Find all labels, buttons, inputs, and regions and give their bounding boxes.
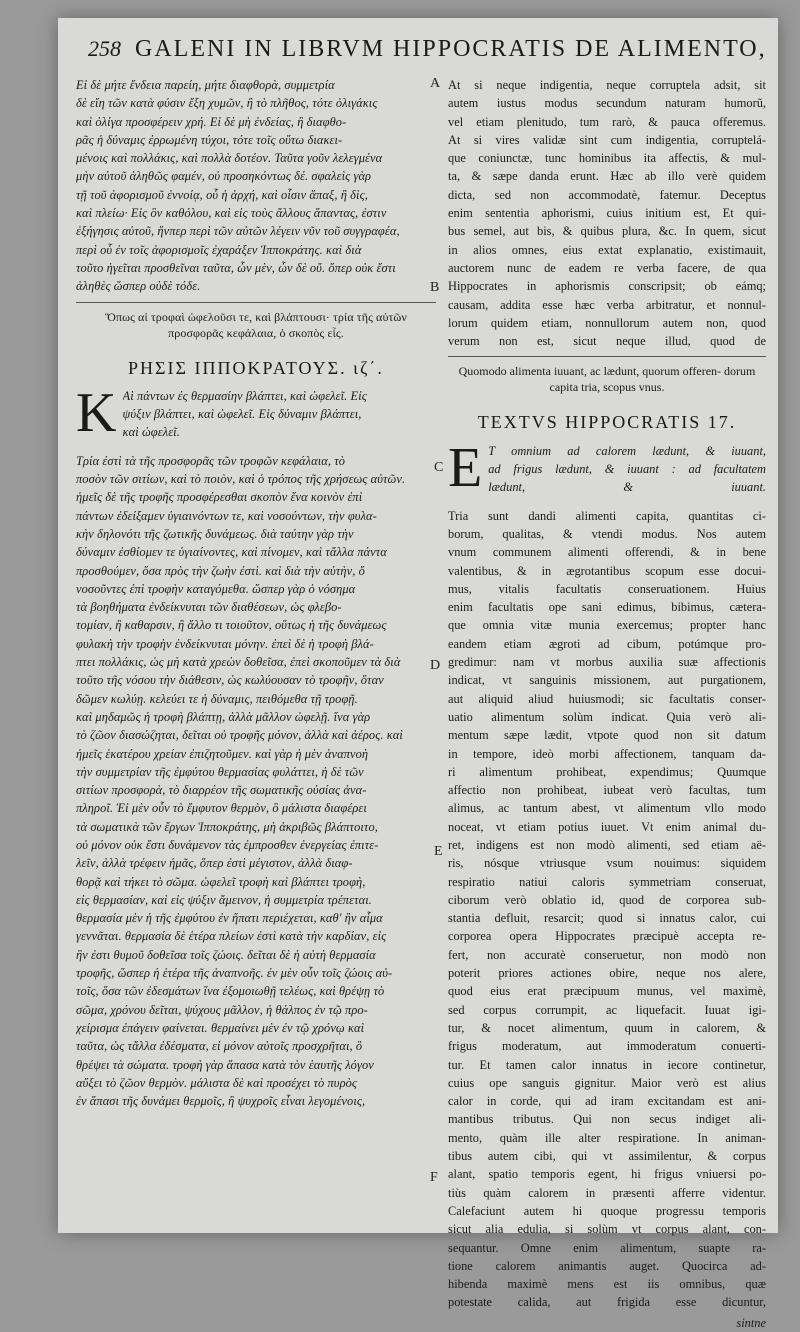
text-line: gredimur: nam vt morbus auxilia suæ affectionis (448, 655, 766, 670)
text-line: cuius ope sanguis gignitur. Maior verò est alius (448, 1075, 766, 1090)
text-line: θρέψει τὰ σώματα. τροφὴ γὰρ ἅπασα κατὰ τὸν ἑαυτῆς λόγον (76, 1057, 374, 1072)
latin-body (448, 507, 766, 1312)
text-line: καὶ ὀλίγα προσφέρειν χρή. Εἰ δὲ μὴ ἐνδείας, ἢ διαφθο- (76, 114, 347, 129)
text-line: ποσὸν τῶν σιτίων, καὶ τὸ ποιὸν, καὶ ὁ τρόπος τῆς χρήσεως αὐτῶν. (76, 472, 406, 487)
text-line: καὶ πλείω· Εἰς ὃν καθόλου, καὶ εἰς τοὺς ἄλλους ἅπαντας, ἐστιν (76, 206, 387, 221)
text-line: que coniunctæ, tunc hominibus ita affectis, & mul- (448, 151, 766, 166)
greek-caption: Ὅπως αἱ τροφαὶ ὠφελοῦσι τε, καὶ βλάπτουσι· τρία τῆς αὐτῶν προσφορᾶς κεφάλαια, ὁ σκοπὸς εἷς. (76, 302, 436, 347)
text-line: mus, vitalis facultatis conseruationem. Huius (448, 581, 766, 596)
text-line: ta, & sæpe danda erunt. Hæc ab illo verè quidem (448, 169, 766, 184)
text-line: calor in corde, qui ad iram excitandam est ani- (448, 1094, 766, 1109)
text-line: μένοις καὶ πολλάκις, καὶ πολλὰ δοτέον. Ταῦτα γοῦν λελεγμένα (76, 151, 383, 166)
greek-column (76, 76, 436, 1110)
text-line: τῇ τοῦ ἀφορισμοῦ ἐννοίᾳ, οὗ ἡ ἀρχή, καὶ οἷσιν ἅπαξ, ἢ δὶς, (76, 187, 368, 202)
margin-letter-a: A (430, 76, 441, 91)
text-line: ἀληθὲς ὥσπερ οὐδὲ τόδε. (76, 279, 201, 294)
text-line: corporea opera Hippocrates præcipuè accepta re- (448, 929, 766, 944)
text-line: tur, & nocet alimentum, quum in calorem, & (448, 1020, 766, 1035)
latin-top-paragraph (448, 76, 766, 350)
margin-letter-b: B (430, 280, 440, 295)
text-line: autem iustus modus secundum naturam humorũ, (448, 96, 766, 111)
text-line: ταῦτα, ὡς τἄλλα ἐδέσματα, εἰ μόνον αὐτοῖς προσχρῆται, ὃ (76, 1039, 363, 1054)
text-line: verum non est, sicut neque illud, quod de (448, 334, 766, 349)
text-line: vel etiam plenitudo, tum rarò, & pauca offeremus. (448, 114, 766, 129)
text-line: δύναμιν ἐσθίομεν τε ὑγιαίνοντες, καὶ πίνομεν, καὶ τἄλλα πάντα (76, 545, 387, 560)
greek-top-paragraph (76, 76, 436, 296)
page-title: GALENI IN LIBRVM HIPPOCRATIS DE ALIMENTO, (135, 36, 767, 62)
text-line: περὶ οὗ ἐν τοῖς ἀφορισμοῖς ἐχαράξεν Ἱπποκράτης. καὶ διὰ (76, 242, 362, 257)
text-line: lædunt, & iuuant. (488, 480, 766, 495)
text-line: At si vires validæ sint cum indigentia, corruptelá- (448, 132, 766, 147)
text-line: stantia defluit, resarcit; quod si innatus calor, cui (448, 911, 766, 926)
text-line: κὴν δηλονότι τῆς ζωτικῆς δυνάμεως. διὰ ταύτην γὰρ τὴν (76, 526, 354, 541)
text-line: σιτίων προσφορὰ, τὸ διαρρέον τῆς σωματικῆς οὐσίας ἀνα- (76, 783, 367, 798)
text-line: mento, quàm ille alter respiratione. In animan- (448, 1130, 766, 1145)
page-number: 258 (88, 36, 121, 61)
margin-letter-e: E (434, 844, 443, 859)
text-line: alant, spatio temporis egent, hi frigus vniuersi po- (448, 1167, 766, 1182)
text-line: ἡμεῖς δὲ τῆς τροφῆς προσφέρεσθαι σκοπὸν ἕνα κοινὸν ἐπὶ (76, 490, 363, 505)
text-line: fert, non accuratè conseruetur, non modò non (448, 947, 766, 962)
text-line: lorum quidem etiam, nonnullorum autem non, quod (448, 315, 766, 330)
text-line: δὲ εἴη τῶν κατὰ φύσιν ἔξη χυμῶν, ἢ τὸ πλῆθος, τότε ὀλιγάκις (76, 96, 378, 111)
text-line: aut aliquid aliud huiusmodi; sic facultatis conser- (448, 691, 766, 706)
greek-heading: ΡΗΣΙΣ ΙΠΠΟΚΡΑΤΟΥΣ. ιζ΄. (128, 357, 384, 378)
text-line: ἐν ἅπασι τῆς δυνάμει θερμοῖς, ἢ ψυχροῖς εἶναι λεγομένοις, (76, 1094, 366, 1109)
text-line: τὰ βοηθήματα ἐνδείκνυται τῶν διαθέσεων, ὡς φλεβο- (76, 600, 342, 615)
text-line: νοσοῦντες ἐπὶ τροφὴν καταγόμεθα. ὥσπερ γὰρ ὁ νόσημα (76, 581, 356, 596)
text-line: ἣν ἐστι θυμοῦ δοθεῖσα τοῖς ζώοις. δεῖται δὲ ἡ αὐτὴ θερμασία (76, 947, 376, 962)
text-line: γεννᾶται. θερμασία δὲ ἑτέρα πλείων ἐστὶ κατὰ τὴν καρδίαν, εἰς (76, 929, 387, 944)
text-line: in tempore, ideò morbi affectionem, tanquam da- (448, 746, 766, 761)
text-line: τοῖς, ὅσα τῶν ἐδεσμάτων ἵνα ἐξομοιωθῇ τελέως, καὶ θρέψῃ τὸ (76, 984, 385, 999)
text-line: indicat, vt sanguinis missionem, aut purgationem, (448, 673, 766, 688)
text-line: sequantur. Omne enim alimentum, suapte ra- (448, 1240, 766, 1255)
text-line: eandem etiam ægroti ad cibum, potúmque pro- (448, 636, 766, 651)
text-line: frigus moderatum, aut immoderatum conuerti- (448, 1039, 766, 1054)
text-line: δῶμεν κωλύῃ. κελεύει τε ἡ δύναμις, πειθόμεθα τῇ τροφῇ. (76, 691, 358, 706)
latin-intro (448, 436, 766, 499)
text-line: tione calorem animantis auget. Quocirca ad- (448, 1258, 766, 1273)
text-line: Hippocrates in aphorismis conscripsit; ob eámq; (448, 279, 766, 294)
text-line: valentibus, & in ægrotantibus scopum esse docui- (448, 563, 766, 578)
text-line: Tria sunt dandi alimenti capita, quantitas ci- (448, 508, 766, 523)
text-line: Calefaciunt autem hi quoque progressu temporis (448, 1203, 766, 1218)
text-line: vnum communem alimenti offerendi, & in bene (448, 545, 766, 560)
text-line: τροφῆς, ὥσπερ ἡ ἑτέρα τῆς ἀναπνοῆς. ἐν μὲν οὖν τοῖς ζώοις αὐ- (76, 966, 393, 981)
text-line: alimus, ac tantum abest, vt alimentum vllo modo (448, 801, 766, 816)
running-head (88, 36, 767, 70)
greek-intro (76, 381, 436, 444)
text-line: tibus autem cibi, qui vt assimilentur, & corpus (448, 1149, 766, 1164)
catchword: sintne (736, 1315, 766, 1330)
text-line: καὶ ὠφελεῖ. (122, 425, 180, 440)
greek-dropcap: Κ (76, 381, 117, 444)
text-line: dicta, sed non accommodatè, fatemur. Deceptus (448, 187, 766, 202)
text-line: οὐ μόνον οὐκ ἔστι δυνάμενον τὰς ἐμπροσθεν ἐνεργείας ἐπιτε- (76, 837, 379, 852)
margin-letter-f: F (430, 1170, 438, 1185)
latin-intro-lines (488, 442, 766, 497)
text-line: πληροῖ. Ἐἰ μὲν οὖν τὸ ἔμφυτον θερμὸν, ὃ μάλιστα διαφέρει (76, 801, 367, 816)
text-line: τοῦτο τῆς νόσου τὴν διάθεσιν, ὡς κωλύουσαν τὸ τροφῆν, ὅταν (76, 673, 384, 688)
margin-letter-d: D (430, 658, 441, 673)
text-line: que omnia vitæ munia exercemus; propter hanc (448, 618, 766, 633)
text-line: χείρισμα ἐπάγειν φαίνεται. θερμαίνει μὲν ἐν τῷ χρόνῳ καὶ (76, 1020, 365, 1035)
text-line: μὴν αὐτοῦ ἀληθῶς φαμέν, οὐ προσηκόντως δέ. σφαλεὶς γὰρ (76, 169, 372, 184)
latin-heading: TEXTVS HIPPOCRATIS 17. (477, 412, 737, 433)
text-line: θερμασία μὲν ἡ τῆς ἐμφύτου ἐν ἥπατι περιέχεται, καθ' ἣν αἷμα (76, 911, 383, 926)
text-line: τοῦτο ἡγεῖται προσθεῖναι ταῦτα, ὧν μὲν, ὧν δὲ οὔ. ὅπερ οὐκ ἔστι (76, 260, 396, 275)
text-line: θορᾷ καὶ τήκει τὸ σῶμα. ὠφελεῖ τροφὴ καὶ βλάπτει τροφὴ, (76, 874, 366, 889)
text-line: ψύξιν βλάπτει, καὶ ὠφελεῖ. Εἰς δύναμιν βλάπτει, (122, 407, 362, 422)
text-line: potestate calida, aut frigida esse dicuntur, (448, 1295, 766, 1310)
greek-body (76, 452, 436, 1111)
text-line: τὴν συμμετρίαν τῆς ἐμφύτου θερμασίας φυλάττει, ἡ δὲ τῶν (76, 764, 364, 779)
text-line: πτει πολλάκις, ὡς μὴ κατὰ χρεὼν δοθεῖσα, ἐπεὶ σκοποῦμεν τὰ διὰ (76, 655, 401, 670)
text-line: ret, indigens est non modò alimenti, sed etiam aë- (448, 837, 766, 852)
text-line: uatio alimentum solùm indicat. Quia verò ali- (448, 709, 766, 724)
text-line: καὶ μηδαμῶς ἡ τροφὴ βλάπτῃ, ἀλλὰ μᾶλλον ὠφελῇ. ἵνα γὰρ (76, 709, 371, 724)
text-line: εἰς θερμασίαν, καὶ εἰς ψύξιν ἄμεινον, ἡ συμμετρία τρέπεται. (76, 892, 372, 907)
text-line: ἐξήγησις αὐτοῦ, ἥνπερ περὶ τῶν αὐτῶν λέγειν νῦν τοῦ συγγραφέα, (76, 224, 400, 239)
text-line: ri alimentum prohibeat, expendimus; Quumque (448, 764, 766, 779)
latin-column (448, 76, 766, 1332)
text-line: αὔξει τὸ ζῶον θερμὸν. μάλιστα δὲ καὶ προσέχει τὸ πυρὸς (76, 1075, 358, 1090)
text-line: τὸ ζῶον διασώζηται, δεῖται οὐ τροφῆς μόνον, ἀλλὰ καὶ ἀέρος. καὶ (76, 728, 403, 743)
text-line: προσθούμεν, ὅσα πρὸς τὴν ζωὴν ἐστὶ. καὶ διὰ τὴν αὐτὴν, ὅ (76, 563, 365, 578)
text-line: sed corpus corrumpit, ac liquefacit. Iuuat igi- (448, 1002, 766, 1017)
greek-intro-lines (123, 387, 436, 442)
text-line: enim facultatis ope sani edimus, bibimus, cætera- (448, 600, 766, 615)
text-line: φυλακὴ τὴν τροφὴν ἐνδείκνυται μόνην. ἐπεὶ δὲ ἡ τροφὴ βλά- (76, 636, 374, 651)
text-line: causam, addita esse hæc verba arbitratur, et nonnul- (448, 297, 766, 312)
latin-caption: Quomodo alimenta iuuant, ac lædunt, quorum offeren- dorum capita tria, scopus vnus. (448, 356, 766, 401)
text-line: At si neque indigentia, neque corruptela adsit, sit (448, 78, 766, 92)
text-line: tur. Et tamen calor innatus in iecore continetur, (448, 1057, 766, 1072)
text-line: in alios omnes, eius extat explanatio, existimauit, (448, 242, 766, 257)
text-line: hibenda maximè mens est iis omnibus, quæ (448, 1277, 766, 1292)
text-line: affectio non prohibeat, iubeat verò facultas, tum (448, 783, 766, 798)
text-line: quod eius erat præcipuum munus, vel maximè, (448, 984, 766, 999)
text-line: λεῖν, ἀλλὰ τρέφειν ἡμᾶς, ὅπερ ἐστὶ μέγιστον, ἀλλὰ διαφ- (76, 856, 353, 871)
text-line: ρᾶς ἡ δύναμις ἐρρωμένη τύχοι, τότε τοῖς οὕτω διακει- (76, 132, 343, 147)
text-line: Αὶ πάντων ἐς θερμασίην βλάπτει, καὶ ὠφελεῖ. Εἰς (122, 388, 367, 403)
text-line: mentum sæpe lædit, vtpote quod non sit datum (448, 728, 766, 743)
text-line: ris, nósque vtriusque vsum nouimus: siquidem (448, 856, 766, 871)
text-line: auctorem nunc de eadem re verba facere, de qua (448, 260, 766, 275)
text-line: ciborum verò oblatio id, quod de corporea sub- (448, 892, 766, 907)
book-page (58, 18, 778, 1330)
text-line: σῶμα, χρόνου δεῖται, ψύχους μᾶλλον, ἡ θάλπος ἐν τῷ προ- (76, 1002, 368, 1017)
text-line: Εἰ δὲ μήτε ἔνδεια παρείη, μήτε διαφθορὰ, συμμετρία (76, 78, 335, 92)
text-line: bus semel, aut bis, & quibus plura, &c. In quem, sicut (448, 224, 766, 239)
margin-letter-c: C (434, 460, 444, 475)
text-line: respiratio natiui caloris symmetriam conseruat, (448, 874, 766, 889)
text-line: πάντων ἐδείξαμεν ὑγιαινόντων τε, καὶ νοσούντων, τὴν φυλα- (76, 508, 377, 523)
text-line: poterit priores actiones obire, neque nos alere, (448, 966, 766, 981)
text-line: τὰ σωματικὰ τῶν ἔργων Ἱπποκράτης, μὴ ἀκριβῶς βλάπτοιτο, (76, 819, 378, 834)
text-line: T omnium ad calorem lædunt, & iuuant, (488, 443, 766, 458)
text-line: borum, qualitas, & vtendi modus. Nos autem (448, 526, 766, 541)
text-line: noceat, vt etiam potius iuuet. Vt enim animal du- (448, 819, 766, 834)
text-line: enim sententia aphorismi, cuius initium est, Et qui- (448, 206, 766, 221)
text-line: tiùs quàm calorem in præsenti afferre videntur. (448, 1185, 766, 1200)
text-line: ἡμεῖς ἑκατέρου χρείαν ἐπιζητοῦμεν. καὶ γὰρ ἡ μὲν ἀναπνοὴ (76, 746, 369, 761)
text-line: mantibus tributus. Qui non secus indiget ali- (448, 1112, 766, 1127)
text-line: τομίαν, ἢ καθαρσιν, ἢ ἄλλο τι τοιοῦτον, οὕτως ἡ τῆς δυνάμεως (76, 618, 387, 633)
text-line: ad frigus lædunt, & iuuant : ad facultatem (488, 462, 766, 477)
latin-dropcap: E (448, 436, 483, 499)
text-line: sicut alia edulia, si solùm vt corpus alant, con- (448, 1222, 766, 1237)
text-line: Τρία ἐστὶ τὰ τῆς προσφορᾶς τῶν τροφῶν κεφάλαια, τὸ (76, 453, 346, 468)
